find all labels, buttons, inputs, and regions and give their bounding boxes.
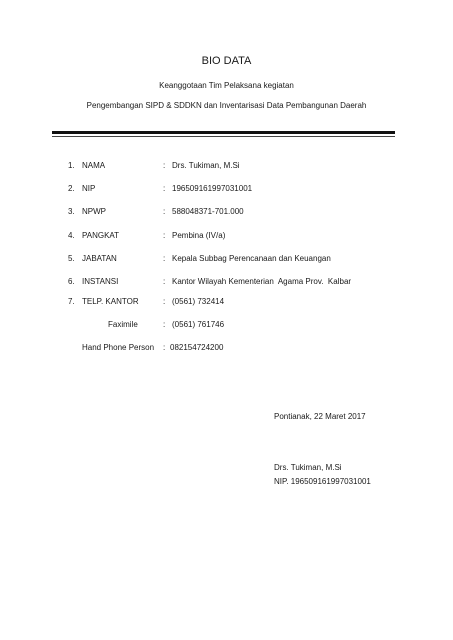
field-value: Drs. Tukiman, M.Si bbox=[172, 161, 240, 170]
field-value: 082154724200 bbox=[170, 343, 224, 352]
document-title: BIO DATA bbox=[201, 55, 252, 67]
signature-nip: NIP. 196509161997031001 bbox=[274, 477, 371, 486]
field-colon: : bbox=[163, 254, 166, 263]
field-row-npwp bbox=[0, 206, 453, 218]
field-row-hand-phone bbox=[0, 342, 453, 354]
field-label: NAMA bbox=[82, 161, 106, 170]
field-label: PANGKAT bbox=[82, 231, 120, 240]
field-value: Pembina (IV/a) bbox=[172, 231, 226, 240]
field-label: NPWP bbox=[82, 207, 106, 216]
field-colon: : bbox=[163, 297, 166, 306]
field-row-nip bbox=[0, 183, 453, 195]
field-label: Hand Phone Person bbox=[82, 343, 155, 352]
field-row-nama bbox=[0, 160, 453, 172]
field-value: (0561) 761746 bbox=[172, 320, 225, 329]
field-label: JABATAN bbox=[82, 254, 117, 263]
field-value: 588048371-701.000 bbox=[172, 207, 244, 216]
document-subtitle-line1: Keanggotaan Tim Pelaksana kegiatan bbox=[159, 81, 294, 90]
document-subtitle-line2: Pengembangan SIPD & SDDKN dan Inventarisasi Data Pembangunan Daerah bbox=[86, 101, 367, 110]
field-label: Faximile bbox=[108, 320, 138, 329]
field-row-pangkat bbox=[0, 230, 453, 242]
field-number: 3. bbox=[68, 207, 75, 216]
divider-thick bbox=[52, 131, 395, 134]
field-colon: : bbox=[163, 207, 166, 216]
field-row-faximile bbox=[0, 319, 453, 331]
field-value: Kantor Wilayah Kementerian Agama Prov. Kalbar bbox=[172, 277, 352, 286]
field-number: 5. bbox=[68, 254, 75, 263]
divider-thin bbox=[52, 136, 395, 137]
field-number: 4. bbox=[68, 231, 75, 240]
field-number: 6. bbox=[68, 277, 75, 286]
field-colon: : bbox=[163, 277, 166, 286]
field-value: (0561) 732414 bbox=[172, 297, 225, 306]
field-label: NIP bbox=[82, 184, 96, 193]
field-value: Kepala Subbag Perencanaan dan Keuangan bbox=[172, 254, 331, 263]
field-number: 7. bbox=[68, 297, 75, 306]
field-row-jabatan bbox=[0, 253, 453, 265]
field-label: INSTANSI bbox=[82, 277, 119, 286]
field-colon: : bbox=[163, 161, 166, 170]
field-row-instansi bbox=[0, 276, 453, 288]
field-number: 2. bbox=[68, 184, 75, 193]
field-row-telp-kantor bbox=[0, 296, 453, 308]
signature-place-date: Pontianak, 22 Maret 2017 bbox=[274, 412, 366, 421]
field-number: 1. bbox=[68, 161, 75, 170]
field-colon: : bbox=[163, 184, 166, 193]
field-label: TELP. KANTOR bbox=[82, 297, 139, 306]
signature-name: Drs. Tukiman, M.Si bbox=[274, 463, 342, 472]
field-colon: : bbox=[163, 231, 166, 240]
field-colon: : bbox=[163, 320, 166, 329]
field-colon: : bbox=[163, 343, 166, 352]
field-value: 196509161997031001 bbox=[172, 184, 253, 193]
